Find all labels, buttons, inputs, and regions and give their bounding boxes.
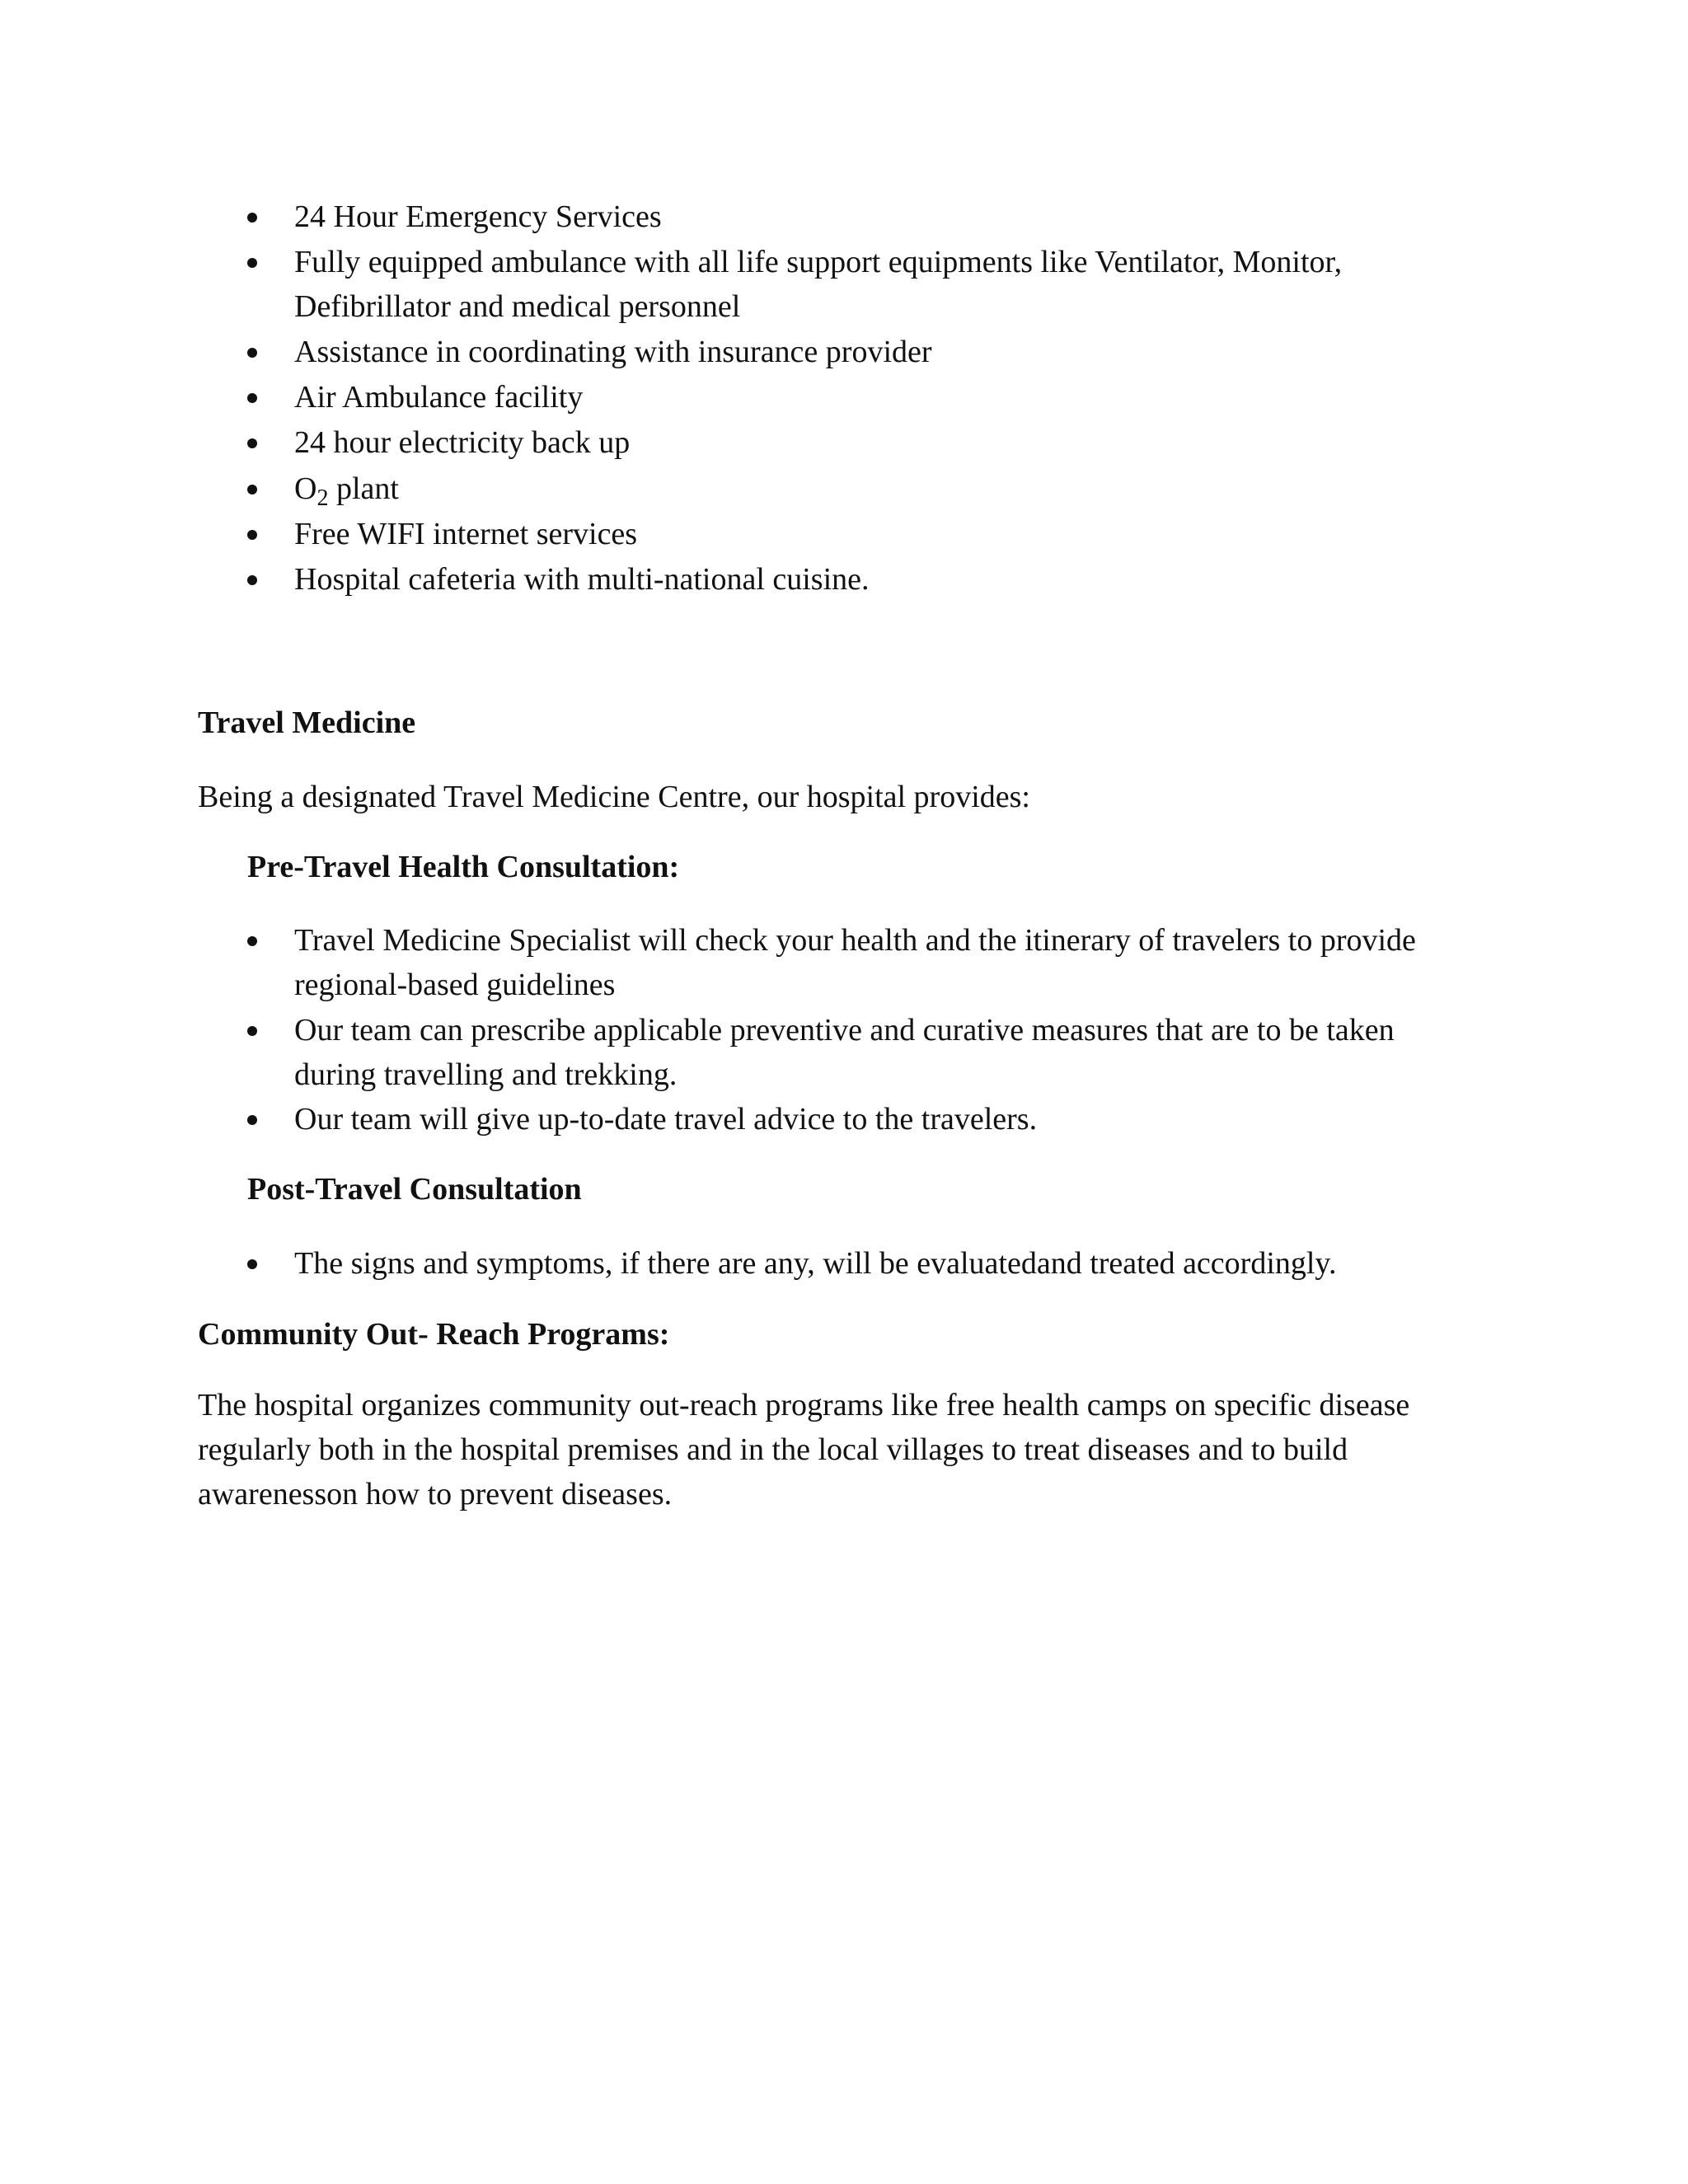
bullet-icon [247, 213, 257, 223]
bullet-icon [247, 258, 257, 268]
list-item: 24 Hour Emergency Services [294, 199, 662, 234]
o2-plant-label: plant [328, 471, 399, 506]
travel-intro: Being a designated Travel Medicine Centre, our hospital provides: [198, 780, 1030, 814]
list-item: Air Ambulance facility [294, 380, 584, 415]
list-item: 24 hour electricity back up [294, 425, 631, 460]
bullet-icon [247, 530, 257, 540]
o2-symbol: O [294, 471, 317, 506]
bullet-icon [247, 1115, 257, 1125]
list-item: Our team can prescribe applicable preventive and curative measures that are to be taken [294, 1013, 1395, 1047]
community-paragraph-line: regularly both in the hospital premises and in the local villages to treat diseases and to build [198, 1432, 1348, 1467]
list-item: Travel Medicine Specialist will check your health and the itinerary of travelers to provide [294, 923, 1416, 958]
list-item: Assistance in coordinating with insurance provider [294, 335, 932, 369]
bullet-icon [247, 575, 257, 585]
bullet-icon [247, 485, 257, 494]
list-item-continuation: Defibrillator and medical personnel [294, 289, 741, 324]
list-item-o2-plant [294, 466, 399, 514]
subheading-pre-travel: Pre-Travel Health Consultation: [247, 850, 680, 884]
list-item: Free WIFI internet services [294, 517, 638, 551]
subheading-post-travel: Post-Travel Consultation [247, 1172, 582, 1207]
community-paragraph-line: The hospital organizes community out-reach programs like free health camps on specific disease [198, 1388, 1410, 1422]
list-item-continuation: regional-based guidelines [294, 968, 616, 1002]
section-heading-community: Community Out- Reach Programs: [198, 1317, 670, 1352]
bullet-icon [247, 1259, 257, 1269]
bullet-icon [247, 393, 257, 403]
bullet-icon [247, 936, 257, 946]
section-heading-travel-medicine: Travel Medicine [198, 705, 416, 740]
list-item: Fully equipped ambulance with all life support equipments like Ventilator, Monitor, [294, 245, 1343, 279]
list-item: Our team will give up-to-date travel advice to the travelers. [294, 1102, 1038, 1137]
list-item: Hospital cafeteria with multi-national cuisine. [294, 562, 870, 597]
list-item-continuation: during travelling and trekking. [294, 1057, 678, 1092]
list-item: The signs and symptoms, if there are any, will be evaluatedand treated accordingly. [294, 1246, 1337, 1281]
bullet-icon [247, 438, 257, 448]
community-paragraph-line: awarenesson how to prevent diseases. [198, 1477, 673, 1511]
bullet-icon [247, 348, 257, 358]
bullet-icon [247, 1026, 257, 1036]
o2-subscript: 2 [316, 485, 329, 511]
